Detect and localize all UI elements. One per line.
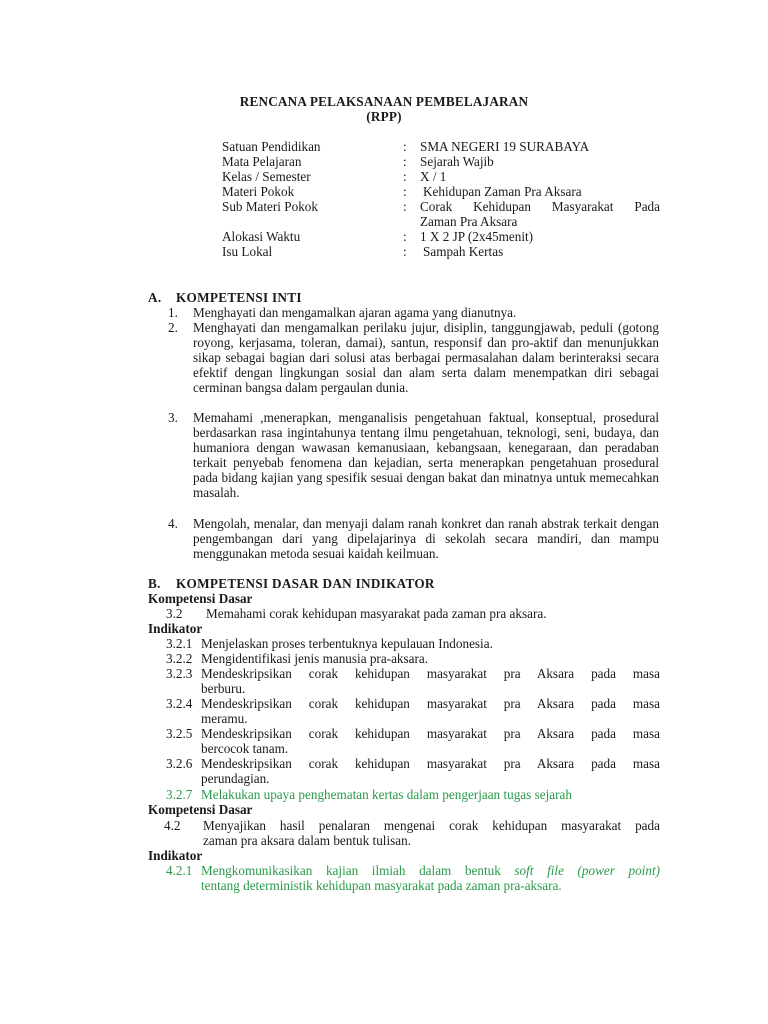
section-title: KOMPETENSI DASAR DAN INDIKATOR bbox=[176, 576, 435, 591]
identity-label: Sub Materi Pokok bbox=[222, 199, 318, 214]
indikator-number: 3.2.3 bbox=[166, 666, 193, 681]
identity-colon: : bbox=[403, 199, 407, 214]
indikator-text-continuation: meramu. bbox=[201, 711, 248, 726]
list-number: 3. bbox=[168, 410, 178, 425]
identity-row bbox=[222, 229, 662, 245]
indikator-number: 3.2.5 bbox=[166, 726, 193, 741]
identity-label: Mata Pelajaran bbox=[222, 154, 302, 169]
kd-text: Menyajikan hasil penalaran mengenai corak kehidupan masyarakat pada bbox=[203, 818, 660, 833]
identity-value: SMA NEGERI 19 SURABAYA bbox=[420, 139, 590, 154]
kd-text: Memahami corak kehidupan masyarakat pada zaman pra aksara. bbox=[206, 606, 547, 621]
list-text: Menghayati dan mengamalkan perilaku jujur, disiplin, tanggungjawab, peduli (gotong royong, kerjasama, toleran, damai), santun, responsif dan pro-aktif dan menunjukkan sikap sebagai bagian dari solusi atas berbagai permasalahan dalam berinteraksi secara efektif dengan lingkungan sosial dan alam serta dalam menempatkan diri sebagai cerminan bangsa dalam pergaulan dunia. bbox=[193, 320, 659, 396]
identity-colon: : bbox=[403, 184, 407, 199]
identity-colon: : bbox=[403, 139, 407, 154]
list-text: Mengolah, menalar, dan menyaji dalam ranah konkret dan ranah abstrak terkait dengan pengembangan dari yang dipelajarinya di sekolah secara mandiri, dan mampu menggunakan metoda sesuai kaidah keilmuan. bbox=[193, 516, 659, 562]
indikator-text: Melakukan upaya penghematan kertas dalam pengerjaan tugas sejarah bbox=[201, 787, 572, 802]
identity-label: Satuan Pendidikan bbox=[222, 139, 321, 154]
indikator-text: Mengidentifikasi jenis manusia pra-aksara. bbox=[201, 651, 429, 666]
document-title-abbrev: (RPP) bbox=[366, 109, 402, 124]
section-title: KOMPETENSI INTI bbox=[176, 290, 302, 305]
identity-row bbox=[222, 154, 662, 170]
identity-colon: : bbox=[403, 244, 407, 259]
identity-row bbox=[222, 244, 662, 260]
identity-value: Sampah Kertas bbox=[423, 244, 504, 259]
indikator-text: Mendeskripsikan corak kehidupan masyarakat pra Aksara pada masa bbox=[201, 756, 660, 771]
identity-label: Materi Pokok bbox=[222, 184, 295, 199]
identity-label: Kelas / Semester bbox=[222, 169, 311, 184]
section-letter: A. bbox=[148, 290, 162, 305]
list-text: Memahami ,menerapkan, menganalisis pengetahuan faktual, konseptual, prosedural berdasarkan rasa ingintahunya tentang ilmu pengetahuan, teknologi, seni, budaya, dan humaniora dengan wawasan kemanusiaan, kebangsaan, kenegaraan, dan peradaban terkait penyebab fenomena dan kejadian, serta menerapkan pengetahuan prosedural pada bidang kajian yang spesifik sesuai dengan bakat dan minatnya untuk memecahkan masalah. bbox=[193, 410, 659, 501]
kompetensi-dasar-label: Kompetensi Dasar bbox=[148, 591, 253, 606]
identity-value: Sejarah Wajib bbox=[420, 154, 494, 169]
identity-value: X / 1 bbox=[420, 169, 447, 184]
identity-colon: : bbox=[403, 169, 407, 184]
list-number: 2. bbox=[168, 320, 178, 335]
indikator-label: Indikator bbox=[148, 621, 203, 636]
identity-colon: : bbox=[403, 229, 407, 244]
identity-label: Isu Lokal bbox=[222, 244, 273, 259]
identity-row bbox=[222, 184, 662, 200]
indikator-text-continuation: berburu. bbox=[201, 681, 246, 696]
indikator-number: 3.2.1 bbox=[166, 636, 193, 651]
indikator-text: Mendeskripsikan corak kehidupan masyarakat pra Aksara pada masa bbox=[201, 666, 660, 681]
section-letter: B. bbox=[148, 576, 161, 591]
document-title: RENCANA PELAKSANAAN PEMBELAJARAN bbox=[239, 94, 529, 109]
identity-value: Corak Kehidupan Masyarakat Pada bbox=[420, 199, 660, 214]
indikator-text-continuation: perundagian. bbox=[201, 771, 270, 786]
indikator-number: 3.2.7 bbox=[166, 787, 193, 802]
identity-label: Alokasi Waktu bbox=[222, 229, 301, 244]
identity-colon: : bbox=[403, 154, 407, 169]
kd-text-continuation: zaman pra aksara dalam bentuk tulisan. bbox=[203, 833, 411, 848]
identity-value: 1 X 2 JP (2x45menit) bbox=[420, 229, 534, 244]
indikator-text: Mendeskripsikan corak kehidupan masyarakat pra Aksara pada masa bbox=[201, 696, 660, 711]
list-text: Menghayati dan mengamalkan ajaran agama yang dianutnya. bbox=[193, 305, 517, 320]
indikator-text bbox=[201, 863, 660, 878]
indikator-label: Indikator bbox=[148, 848, 203, 863]
identity-row bbox=[222, 199, 662, 215]
indikator-text-normal: Mengkomunikasikan kajian ilmiah dalam bentuk bbox=[201, 863, 515, 878]
kd-number: 4.2 bbox=[164, 818, 181, 833]
indikator-text: Menjelaskan proses terbentuknya kepulauan Indonesia. bbox=[201, 636, 493, 651]
indikator-text-continuation: bercocok tanam. bbox=[201, 741, 289, 756]
indikator-number: 4.2.1 bbox=[166, 863, 193, 878]
section-a-heading bbox=[148, 290, 302, 305]
identity-row bbox=[222, 169, 662, 185]
identity-value: Kehidupan Zaman Pra Aksara bbox=[423, 184, 582, 199]
indikator-number: 3.2.6 bbox=[166, 756, 193, 771]
kompetensi-dasar-label: Kompetensi Dasar bbox=[148, 802, 253, 817]
list-number: 1. bbox=[168, 305, 178, 320]
identity-row-continuation bbox=[222, 214, 662, 230]
section-b-heading bbox=[148, 576, 435, 591]
list-number: 4. bbox=[168, 516, 178, 531]
indikator-number: 3.2.4 bbox=[166, 696, 193, 711]
indikator-text-italic: soft file (power point) bbox=[514, 863, 660, 878]
identity-value: Zaman Pra Aksara bbox=[420, 214, 518, 229]
identity-row bbox=[222, 139, 662, 155]
kd-number: 3.2 bbox=[166, 606, 183, 621]
indikator-number: 3.2.2 bbox=[166, 651, 193, 666]
indikator-text-continuation: tentang deterministik kehidupan masyarakat pada zaman pra-aksara. bbox=[201, 878, 562, 893]
indikator-text: Mendeskripsikan corak kehidupan masyarakat pra Aksara pada masa bbox=[201, 726, 660, 741]
